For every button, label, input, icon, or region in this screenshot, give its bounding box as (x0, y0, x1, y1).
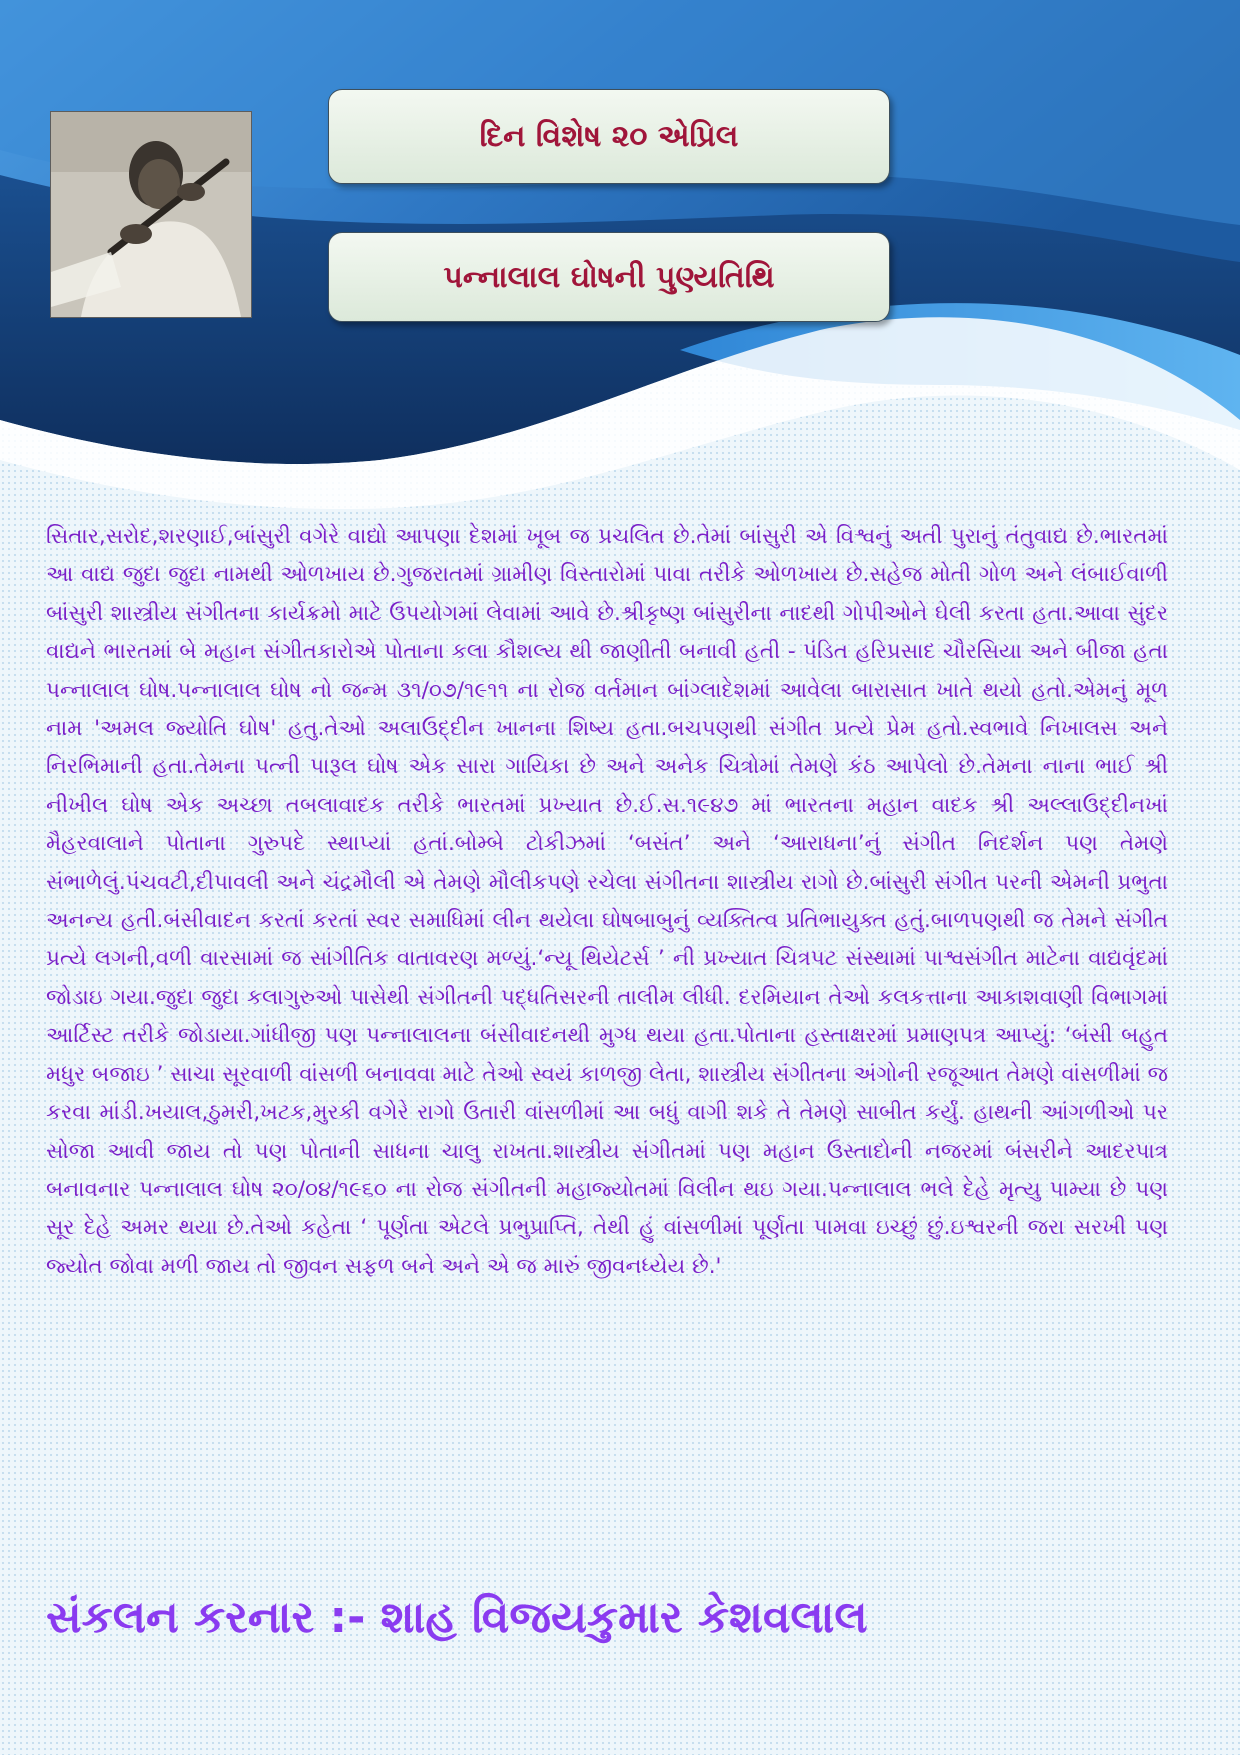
article-body: સિતાર,સરોદ,શરણાઈ,બાંસુરી વગેરે વાદ્યો આપણા દેશમાં ખૂબ જ પ્રચલિત છે.તેમાં બાંસુરી એ વિશ્વનું અતી પુરાનું તંતુવાદ્ય છે.ભારતમાં આ વાદ્ય જુદા જુદા નામથી ઓળખાય છે.ગુજરાતમાં ગ્રામીણ વિસ્તારોમાં પાવા તરીકે ઓળખાય છે.સહેજ મોતી ગોળ અને લંબાઈવાળી બાંસુરી શાસ્ત્રીય સંગીતના કાર્યક્રમો માટે ઉપયોગમાં લેવામાં આવે છે.શ્રીકૃષ્ણ બાંસુરીના નાદથી ગોપીઓને ઘેલી કરતા હતા.આવા સુંદર વાદ્યને ભારતમાં બે મહાન સંગીતકારોએ પોતાના કલા કૌશલ્ય થી જાણીતી બનાવી હતી - પંડિત હરિપ્રસાદ ચૌરસિયા અને બીજા હતા પન્નાલાલ ઘોષ.પન્નાલાલ ઘોષ નો જન્મ ૩૧/૦૭/૧૯૧૧ ના રોજ વર્તમાન બાંગ્લાદેશમાં આવેલા બારાસાત ખાતે થયો હતો.એમનું મૂળ નામ 'અમલ જ્યોતિ ઘોષ' હતુ.તેઓ અલાઉદ્દીન ખાનના શિષ્ય હતા.બચપણથી સંગીત પ્રત્યે પ્રેમ હતો.સ્વભાવે નિખાલસ અને નિરભિમાની હતા.તેમના પત્ની પારૂલ ઘોષ એક સારા ગાયિકા છે અને અનેક ચિત્રોમાં તેમણે કંઠ આપેલો છે.તેમના નાના ભાઈ શ્રી નીખીલ ઘોષ એક અચ્છા તબલાવાદક તરીકે ભારતમાં પ્રખ્યાત છે.ઈ.સ.૧૯૪૭ માં ભારતના મહાન વાદક શ્રી અલ્લાઉદ્દીનખાં મૈહરવાલાને પોતાના ગુરુપદે સ્થાપ્યાં હતાં.બોમ્બે ટોકીઝમાં ‘બસંત’ અને ‘આરાધના’નું સંગીત નિદર્શન પણ તેમણે સંભાળેલું.પંચવટી,દીપાવલી અને ચંદ્રમૌલી એ તેમણે મૌલીકપણે રચેલા સંગીતના શાસ્ત્રીય રાગો છે.બાંસુરી સંગીત પરની એમની પ્રભુતા અનન્ય હતી.બંસીવાદન કરતાં કરતાં સ્વર સમાધિમાં લીન થયેલા ઘોષબાબુનું વ્યક્તિત્વ પ્રતિભાયુક્ત હતું.બાળપણથી જ તેમને સંગીત પ્રત્યે લગની,વળી વારસામાં જ સાંગીતિક વાતાવરણ મળ્યું.‘ન્યૂ થિયેટર્સ ’ ની પ્રખ્યાત ચિત્રપટ સંસ્થામાં પાશ્વસંગીત માટેના વાદ્યવૃંદમાં જોડાઇ ગયા.જુદા જુદા કલાગુરુઓ પાસેથી સંગીતની પદ્ધતિસરની તાલીમ લીધી. દરમિયાન તેઓ કલકત્તાના આકાશવાણી વિભાગમાં આર્ટિસ્ટ તરીકે જોડાયા.ગાંધીજી પણ પન્નાલાલના બંસીવાદનથી મુગ્ધ થયા હતા.પોતાના હસ્તાક્ષરમાં પ્રમાણપત્ર આપ્યું: ‘બંસી બહુત મધુર બજાઇ ’ સાચા સૂરવાળી વાંસળી બનાવવા માટે તેઓ સ્વયં કાળજી લેતા, શાસ્ત્રીય સંગીતના અંગોની રજૂઆત તેમણે વાંસળીમાં જ કરવા માંડી.ખયાલ,ઠુમરી,ખટક,મુરકી વગેરે રાગો ઉતારી વાંસળીમાં આ બધું વાગી શકે તે તેમણે સાબીત કર્યું. હાથની આંગળીઓ પર સોજા આવી જાય તો પણ પોતાની સાધના ચાલુ રાખતા.શાસ્ત્રીય સંગીતમાં પણ મહાન ઉસ્તાદોની નજરમાં બંસરીને આદરપાત્ર બનાવનાર પન્નાલાલ ઘોષ ૨૦/૦૪/૧૯૬૦ ના રોજ સંગીતની મહાજ્યોતમાં વિલીન થઇ ગયા.પન્નાલાલ ભલે દેહે મૃત્યુ પામ્યા છે પણ સૂર દેહે અમર થયા છે.તેઓ કહેતા ‘ પૂર્ણતા એટલે પ્રભુપ્રાપ્તિ, તેથી હું વાંસળીમાં પૂર્ણતા પામવા ઇચ્છું છું.ઇશ્વરની જરા સરખી પણ જ્યોત જોવા મળી જાય તો જીવન સફળ બને અને એ જ મારું જીવનધ્યેય છે.' (46, 524, 1168, 1279)
day-title: દિન વિશેષ ૨૦ એપ્રિલ (479, 119, 739, 154)
compiler-credit: સંકલન કરનાર :- શાહ વિજયકુમાર કેશવલાલ (46, 1592, 868, 1643)
day-title-box (328, 89, 890, 184)
subject-title-box (328, 232, 890, 322)
flute-player-photo (50, 111, 252, 318)
subject-title: પન્નાલાલ ઘોષની પુણ્યતિથિ (443, 259, 775, 295)
flute-player-illustration (51, 112, 251, 317)
